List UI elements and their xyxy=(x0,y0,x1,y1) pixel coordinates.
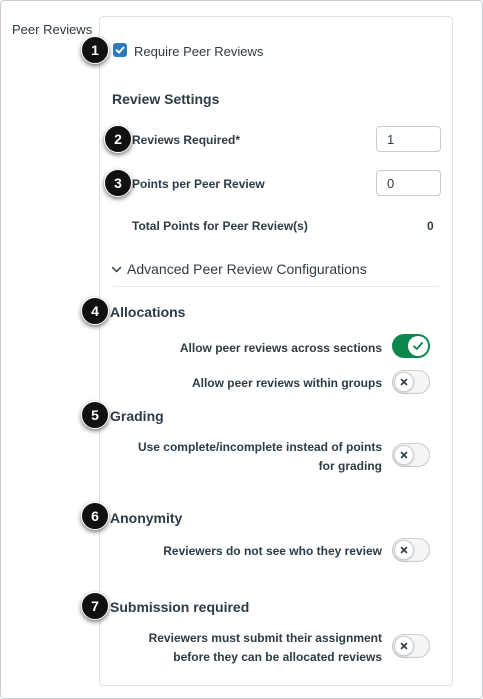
chevron-down-icon xyxy=(111,264,122,275)
complete-incomplete-label-line1: Use complete/incomplete instead of points xyxy=(137,440,382,454)
check-icon xyxy=(412,340,424,352)
reviews-required-input[interactable] xyxy=(376,126,441,152)
x-icon xyxy=(399,641,409,651)
submission-heading: Submission required xyxy=(110,599,250,615)
points-per-review-input[interactable] xyxy=(376,170,441,196)
anonymity-heading: Anonymity xyxy=(110,510,183,526)
within-groups-label: Allow peer reviews within groups xyxy=(191,376,382,390)
callout-badge-7: 7 xyxy=(81,592,109,620)
must-submit-label-line2: before they can be allocated reviews xyxy=(173,650,382,664)
review-settings-heading: Review Settings xyxy=(112,91,220,107)
divider xyxy=(113,286,439,287)
across-sections-label: Allow peer reviews across sections xyxy=(179,341,382,355)
across-sections-toggle[interactable] xyxy=(392,334,430,358)
x-icon xyxy=(399,377,409,387)
x-icon xyxy=(399,450,409,460)
callout-badge-3: 3 xyxy=(104,169,132,197)
callout-badge-1: 1 xyxy=(81,36,109,64)
grading-heading: Grading xyxy=(110,408,164,424)
points-per-review-label: Points per Peer Review xyxy=(132,177,265,191)
callout-badge-5: 5 xyxy=(81,401,109,429)
callout-badge-4: 4 xyxy=(81,297,109,325)
callout-badge-2: 2 xyxy=(104,125,132,153)
must-submit-toggle[interactable] xyxy=(392,634,430,658)
reviews-required-label: Reviews Required* xyxy=(132,133,241,147)
reviewers-anonymous-toggle[interactable] xyxy=(392,538,430,562)
x-icon xyxy=(399,545,409,555)
complete-incomplete-toggle[interactable] xyxy=(392,443,430,467)
reviewers-anonymous-label: Reviewers do not see who they review xyxy=(163,544,382,558)
total-points-value: 0 xyxy=(427,219,434,233)
advanced-config-toggle[interactable] xyxy=(110,260,380,280)
section-label: Peer Reviews xyxy=(12,22,93,37)
total-points-label: Total Points for Peer Review(s) xyxy=(132,219,308,233)
require-peer-reviews-label: Require Peer Reviews xyxy=(134,44,264,59)
allocations-heading: Allocations xyxy=(110,304,186,320)
within-groups-toggle[interactable] xyxy=(392,370,430,394)
check-icon xyxy=(115,45,125,55)
callout-badge-6: 6 xyxy=(81,502,109,530)
require-peer-reviews-checkbox[interactable] xyxy=(113,43,127,57)
advanced-config-label: Advanced Peer Review Configurations xyxy=(127,261,367,277)
complete-incomplete-label-line2: for grading xyxy=(318,459,382,473)
must-submit-label-line1: Reviewers must submit their assignment xyxy=(148,631,382,645)
